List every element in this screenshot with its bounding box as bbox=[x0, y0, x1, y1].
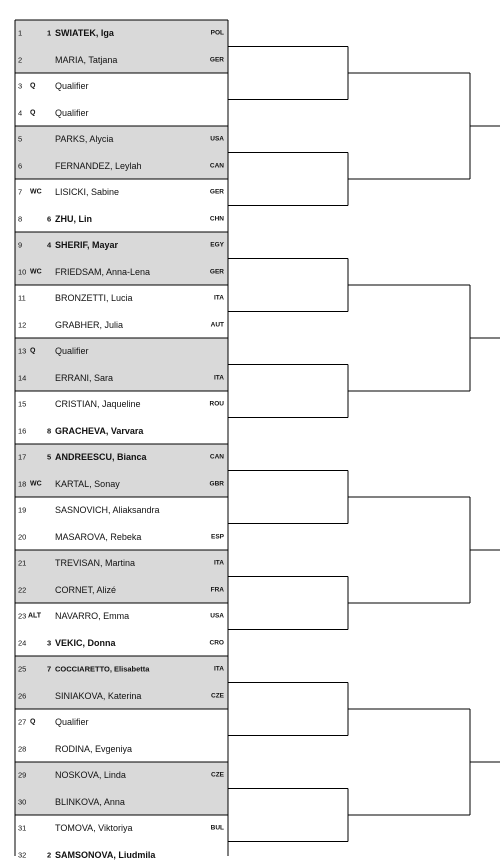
draw-position: 32 bbox=[18, 850, 26, 859]
draw-position: 23 bbox=[18, 612, 26, 621]
draw-position: 27 bbox=[18, 718, 26, 727]
player-name: Qualifier bbox=[55, 108, 89, 118]
nation-code: USA bbox=[210, 613, 224, 620]
draw-position: 14 bbox=[18, 373, 26, 382]
player-name: SAMSONOVA, Liudmila bbox=[55, 850, 155, 860]
nation-code: BUL bbox=[211, 825, 224, 832]
player-name: FRIEDSAM, Anna-Lena bbox=[55, 267, 150, 277]
seed-number: 7 bbox=[47, 665, 51, 674]
draw-position: 9 bbox=[18, 241, 22, 250]
player-name: KARTAL, Sonay bbox=[55, 479, 120, 489]
player-name: FERNANDEZ, Leylah bbox=[55, 161, 142, 171]
draw-position: 31 bbox=[18, 824, 26, 833]
nation-code: ESP bbox=[211, 533, 224, 540]
entry-tag: WC bbox=[30, 480, 42, 487]
draw-position: 6 bbox=[18, 161, 22, 170]
draw-position: 8 bbox=[18, 214, 22, 223]
player-name: BLINKOVA, Anna bbox=[55, 797, 125, 807]
nation-code: CZE bbox=[211, 772, 224, 779]
nation-code: AUT bbox=[211, 321, 224, 328]
nation-code: EGY bbox=[210, 242, 224, 249]
nation-code: GER bbox=[210, 56, 224, 63]
player-name: Qualifier bbox=[55, 717, 89, 727]
draw-position: 7 bbox=[18, 188, 22, 197]
player-name: Qualifier bbox=[55, 81, 89, 91]
player-name: TREVISAN, Martina bbox=[55, 558, 135, 568]
player-name: GRABHER, Julia bbox=[55, 320, 123, 330]
player-name: MASAROVA, Rebeka bbox=[55, 532, 141, 542]
player-name: NAVARRO, Emma bbox=[55, 611, 129, 621]
nation-code: ITA bbox=[214, 560, 224, 567]
player-name: CRISTIAN, Jaqueline bbox=[55, 399, 141, 409]
player-name: Qualifier bbox=[55, 346, 89, 356]
nation-code: CHN bbox=[210, 215, 224, 222]
draw-position: 12 bbox=[18, 320, 26, 329]
seed-number: 6 bbox=[47, 214, 51, 223]
draw-position: 13 bbox=[18, 347, 26, 356]
seed-number: 5 bbox=[47, 453, 51, 462]
draw-position: 3 bbox=[18, 82, 22, 91]
draw-position: 19 bbox=[18, 506, 26, 515]
player-name: ERRANI, Sara bbox=[55, 373, 113, 383]
nation-code: GER bbox=[210, 268, 224, 275]
nation-code: POL bbox=[211, 30, 224, 37]
player-name: COCCIARETTO, Elisabetta bbox=[55, 665, 149, 674]
entry-tag: Q bbox=[30, 83, 35, 90]
nation-code: ITA bbox=[214, 666, 224, 673]
nation-code: ITA bbox=[214, 374, 224, 381]
nation-code: CAN bbox=[210, 454, 224, 461]
seed-number: 4 bbox=[47, 241, 51, 250]
draw-position: 29 bbox=[18, 771, 26, 780]
player-name: ANDREESCU, Bianca bbox=[55, 452, 147, 462]
player-name: VEKIC, Donna bbox=[55, 638, 116, 648]
seed-number: 8 bbox=[47, 426, 51, 435]
entry-tag: WC bbox=[30, 189, 42, 196]
player-name: ZHU, Lin bbox=[55, 214, 92, 224]
player-name: RODINA, Evgeniya bbox=[55, 744, 132, 754]
draw-position: 28 bbox=[18, 744, 26, 753]
draw-position: 30 bbox=[18, 797, 26, 806]
entry-tag: Q bbox=[30, 109, 35, 116]
player-name: PARKS, Alycia bbox=[55, 134, 113, 144]
player-name: MARIA, Tatjana bbox=[55, 55, 117, 65]
player-name: BRONZETTI, Lucia bbox=[55, 293, 133, 303]
player-name: SASNOVICH, Aliaksandra bbox=[55, 505, 160, 515]
draw-position: 24 bbox=[18, 638, 26, 647]
draw-position: 16 bbox=[18, 426, 26, 435]
draw-position: 25 bbox=[18, 665, 26, 674]
draw-position: 22 bbox=[18, 585, 26, 594]
player-name: NOSKOVA, Linda bbox=[55, 770, 126, 780]
player-name: TOMOVA, Viktoriya bbox=[55, 823, 133, 833]
player-name: GRACHEVA, Varvara bbox=[55, 426, 143, 436]
draw-position: 17 bbox=[18, 453, 26, 462]
entry-tag: WC bbox=[30, 268, 42, 275]
nation-code: GBR bbox=[210, 480, 224, 487]
seed-number: 1 bbox=[47, 29, 51, 38]
nation-code: GER bbox=[210, 189, 224, 196]
player-name: SHERIF, Mayar bbox=[55, 240, 118, 250]
nation-code: FRA bbox=[211, 586, 224, 593]
entry-tag: Q bbox=[30, 719, 35, 726]
nation-code: CZE bbox=[211, 692, 224, 699]
draw-position: 15 bbox=[18, 400, 26, 409]
draw-position: 20 bbox=[18, 532, 26, 541]
player-name: SINIAKOVA, Katerina bbox=[55, 691, 141, 701]
nation-code: ITA bbox=[214, 295, 224, 302]
seed-number: 2 bbox=[47, 850, 51, 859]
draw-position: 1 bbox=[18, 29, 22, 38]
nation-code: ROU bbox=[210, 401, 224, 408]
draw-position: 2 bbox=[18, 55, 22, 64]
draw-position: 26 bbox=[18, 691, 26, 700]
draw-position: 4 bbox=[18, 108, 22, 117]
draw-position: 5 bbox=[18, 135, 22, 144]
player-name: LISICKI, Sabine bbox=[55, 187, 119, 197]
seed-number: 3 bbox=[47, 638, 51, 647]
draw-position: 21 bbox=[18, 559, 26, 568]
entry-tag: ALT bbox=[28, 613, 41, 620]
draw-position: 11 bbox=[18, 294, 26, 303]
entry-tag: Q bbox=[30, 348, 35, 355]
player-name: SWIATEK, Iga bbox=[55, 28, 114, 38]
nation-code: CAN bbox=[210, 162, 224, 169]
player-name: CORNET, Alizé bbox=[55, 585, 116, 595]
nation-code: USA bbox=[210, 136, 224, 143]
nation-code: CRO bbox=[210, 639, 224, 646]
draw-position: 18 bbox=[18, 479, 26, 488]
draw-position: 10 bbox=[18, 267, 26, 276]
